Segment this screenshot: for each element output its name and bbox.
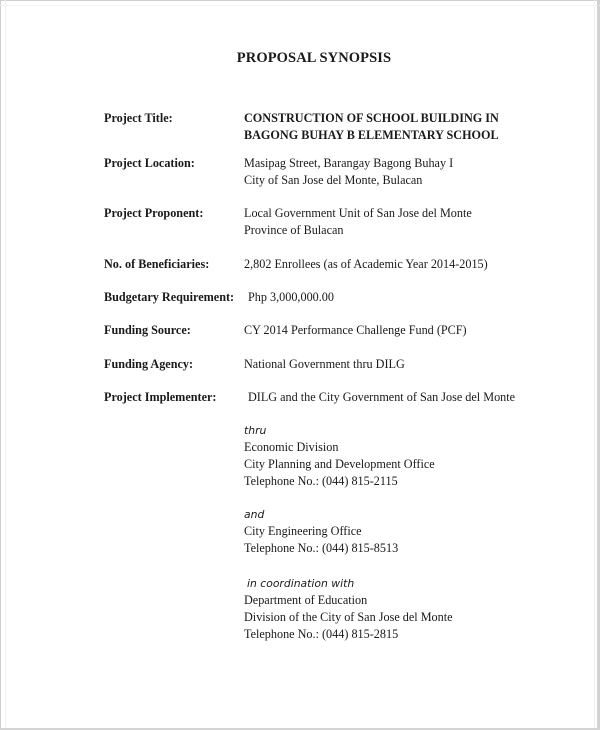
detail-line: City Planning and Development Office bbox=[244, 457, 435, 471]
value-line: 2,802 Enrollees (as of Academic Year 2014-2015) bbox=[244, 257, 488, 271]
implementer-block-engineering-office bbox=[244, 506, 398, 557]
value-line: DILG and the City Government of San Jose del Monte bbox=[248, 390, 516, 404]
field-label: Funding Source: bbox=[104, 323, 191, 337]
detail-line: Department of Education bbox=[244, 593, 368, 607]
value-line: City of San Jose del Monte, Bulacan bbox=[244, 173, 423, 187]
detail-line: Division of the City of San Jose del Monte bbox=[244, 610, 453, 624]
field-value bbox=[244, 322, 467, 339]
page-margin-rule-top bbox=[0, 5, 600, 6]
value-line: CONSTRUCTION OF SCHOOL BUILDING IN bbox=[244, 111, 499, 125]
detail-line: Economic Division bbox=[244, 440, 339, 454]
field-label: Project Proponent: bbox=[104, 206, 204, 220]
implementer-block-deped bbox=[244, 575, 453, 643]
field-label: Project Implementer: bbox=[104, 390, 217, 404]
field-value bbox=[248, 289, 334, 306]
field-label: Budgetary Requirement: bbox=[104, 290, 235, 304]
field-value bbox=[248, 389, 515, 406]
field-label: Project Location: bbox=[104, 156, 195, 170]
field-value bbox=[244, 256, 488, 273]
document-title: PROPOSAL SYNOPSIS bbox=[236, 50, 392, 66]
value-line: Local Government Unit of San Jose del Monte bbox=[244, 206, 472, 220]
connector-text: and bbox=[244, 508, 265, 521]
value-line: Masipag Street, Barangay Bagong Buhay I bbox=[244, 156, 454, 170]
implementer-block-economic-division bbox=[244, 422, 435, 490]
page-margin-rule-left bbox=[5, 0, 6, 730]
field-value bbox=[244, 155, 453, 189]
field-label: Funding Agency: bbox=[104, 357, 194, 371]
value-line: National Government thru DILG bbox=[244, 357, 405, 371]
value-line: CY 2014 Performance Challenge Fund (PCF) bbox=[244, 323, 467, 337]
field-value bbox=[244, 356, 405, 373]
connector-text: thru bbox=[244, 424, 267, 437]
detail-telephone: Telephone No.: (044) 815-2115 bbox=[244, 474, 398, 488]
value-line: Province of Bulacan bbox=[244, 223, 344, 237]
page-margin-rule-right bbox=[594, 0, 595, 730]
value-line: Php 3,000,000.00 bbox=[248, 290, 334, 304]
page-edge-right bbox=[597, 0, 599, 730]
field-value bbox=[244, 110, 499, 144]
value-line: BAGONG BUHAY B ELEMENTARY SCHOOL bbox=[244, 128, 499, 142]
detail-telephone: Telephone No.: (044) 815-2815 bbox=[244, 627, 399, 641]
field-label: Project Title: bbox=[104, 111, 173, 125]
connector-text: in coordination with bbox=[247, 577, 355, 590]
field-value bbox=[244, 205, 472, 239]
field-label: No. of Beneficiaries: bbox=[104, 257, 210, 271]
detail-telephone: Telephone No.: (044) 815-8513 bbox=[244, 541, 399, 555]
detail-line: City Engineering Office bbox=[244, 524, 362, 538]
